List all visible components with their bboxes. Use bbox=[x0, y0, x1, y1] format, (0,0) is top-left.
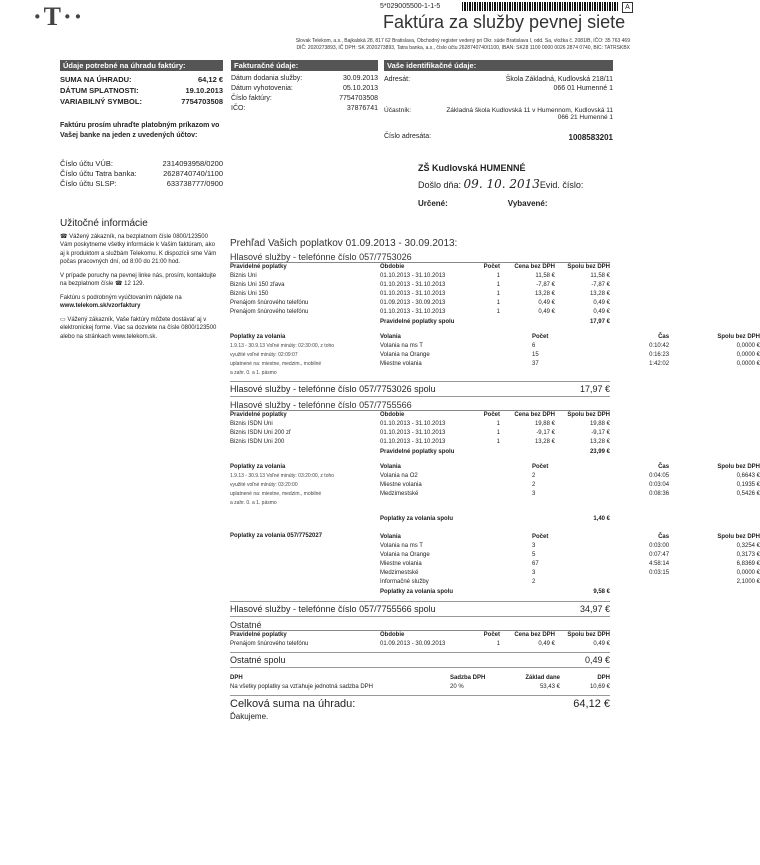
fee-row-cell: 01.09.2013 - 30.09.2013 bbox=[380, 641, 446, 647]
subline-sum bbox=[380, 587, 610, 598]
calls-header bbox=[380, 333, 760, 342]
bank-account-row bbox=[60, 179, 223, 189]
fee-row-cell: 01.10.2013 - 31.10.2013 bbox=[380, 430, 446, 436]
call-row bbox=[380, 472, 760, 481]
invoice-field-label: Dátum vyhotovenia: bbox=[231, 85, 293, 92]
subline-row-cell: 0:03:15 bbox=[649, 570, 670, 576]
account-label: Číslo adresáta: bbox=[384, 133, 432, 140]
call-row-cell: 2 bbox=[532, 473, 536, 479]
fee-row-cell: 1 bbox=[496, 430, 500, 436]
calls-header-cell: Spolu bez DPH bbox=[717, 464, 760, 470]
fee-row-cell: 1 bbox=[496, 309, 500, 315]
invoice-field-label: IČO: bbox=[231, 105, 246, 112]
call-row-cell: 0,0000 € bbox=[736, 361, 760, 367]
calls-sum bbox=[230, 514, 610, 525]
call-row-cell: 0:08:36 bbox=[649, 491, 670, 497]
fee-row-cell: 11,58 € bbox=[590, 273, 610, 279]
payment-row bbox=[60, 85, 223, 96]
fees-sum bbox=[230, 447, 610, 458]
call-row bbox=[380, 481, 760, 490]
note-line: a zahr. 0. a 1. pásmo bbox=[230, 370, 277, 376]
addressee-line1: Škola Základná, Kudlovská 218/11 bbox=[505, 76, 613, 83]
fee-row-cell: Biznis ISDN Uni 200 bbox=[230, 439, 285, 445]
fees-header-cell: Obdobie bbox=[380, 264, 405, 270]
calls-block bbox=[230, 463, 760, 508]
calls-block bbox=[230, 333, 760, 378]
bank-account-value: 2628740740/1100 bbox=[163, 169, 223, 178]
fee-row-cell: -9,17 € bbox=[536, 430, 555, 436]
fee-row-cell: -9,17 € bbox=[591, 430, 610, 436]
thanks: Ďakujeme. bbox=[230, 712, 269, 721]
fee-row-cell: 13,28 € bbox=[589, 291, 610, 297]
call-row-cell: 0:10:42 bbox=[649, 343, 670, 349]
calls-title: Poplatky za volania bbox=[230, 464, 286, 470]
subline-block bbox=[230, 533, 760, 598]
call-row-cell: 0,0000 € bbox=[736, 343, 760, 349]
fee-row-cell: Biznis ISDN Uni bbox=[230, 421, 273, 427]
fees-sum bbox=[230, 317, 610, 328]
addressee-label: Adresát: bbox=[384, 76, 411, 83]
fee-row-cell: 0,49 € bbox=[538, 641, 555, 647]
fee-row-cell: 1 bbox=[496, 421, 500, 427]
subline-row-cell bbox=[578, 578, 669, 587]
company-address: Slovak Telekom, a.s., Bajkalská 28, 817 62 Bratislava, Obchodný register vedený pri Okr. súde Bratislava I, odd. Sa, vložka č. 2081/B, IČO: 35 763 469 DIČ: 2020273893, IČ DPH: SK 2020273893, Tatra banka, a.s., číslo účtu 2628740740/1100, IBAN: SK28 1100 0000 0026 2874 0740, BIC: TATRSKBX bbox=[295, 38, 630, 51]
call-row-cell: 1:42:02 bbox=[649, 361, 670, 367]
charges-overview bbox=[230, 238, 760, 721]
fee-row-cell: 0,49 € bbox=[593, 641, 610, 647]
subline-header bbox=[380, 533, 760, 542]
invoice-field-label: Číslo faktúry: bbox=[231, 95, 272, 102]
fees-header-cell: Cena bez DPH bbox=[514, 264, 555, 270]
subline-row-cell: 67 bbox=[532, 561, 539, 567]
call-row-cell: 0,6643 € bbox=[736, 473, 760, 479]
vat-header-cell: DPH bbox=[597, 675, 610, 681]
fees-header-cell: Počet bbox=[483, 264, 500, 270]
note-line: a zahr. 0. a 1. pásmo bbox=[230, 500, 277, 506]
call-row-cell: 2 bbox=[532, 482, 536, 488]
stamp-done-label: Vybavené: bbox=[507, 199, 548, 208]
section-total-label: Hlasové služby - telefónne číslo 057/7755566 spolu bbox=[230, 604, 436, 614]
call-row bbox=[380, 351, 760, 360]
invoice-section bbox=[231, 60, 378, 114]
note-line: využité voľné minúty: 03:20:00 bbox=[230, 482, 298, 488]
section-total-label: Ostatné spolu bbox=[230, 655, 286, 665]
calls-header-cell: Volania bbox=[380, 334, 401, 340]
fees-sum-label: Pravidelné poplatky spolu bbox=[380, 449, 455, 455]
subline-row-cell: Miestne volania bbox=[380, 561, 422, 567]
call-row-cell: Volania na O2 bbox=[380, 473, 418, 479]
bank-account-row bbox=[60, 169, 223, 179]
note-line: využité voľné minúty: 02:09:07 bbox=[230, 352, 298, 358]
info-p4: ▭ Vážený zákazník, Vaše faktúry môžete dostávať aj v elektronickej forme. Viac sa dozviete na čísle 0800/123500 alebo na stránkach www.telekom.sk. bbox=[60, 316, 217, 340]
invoice-field-row bbox=[231, 104, 378, 114]
payment-label: SUMA NA ÚHRADU: bbox=[60, 75, 132, 84]
document-id: 5*029005500-1-1-5 bbox=[380, 3, 441, 10]
subline-row-cell: 4:58:14 bbox=[649, 561, 670, 567]
fee-row-cell: 1 bbox=[496, 439, 500, 445]
fees-header-cell: Pravidelné poplatky bbox=[230, 264, 287, 270]
fee-row-cell: Biznis Uni 150 zľava bbox=[230, 282, 285, 288]
fees-header-cell: Pravidelné poplatky bbox=[230, 632, 287, 638]
barcode bbox=[462, 2, 618, 11]
call-row-cell: 37 bbox=[532, 361, 539, 367]
subline-row-cell: Medzimestské bbox=[380, 570, 419, 576]
call-row-cell: Volania na Orange bbox=[380, 352, 430, 358]
section-total-label: Hlasové služby - telefónne číslo 057/7753026 spolu bbox=[230, 384, 436, 394]
fee-row-cell: 19,88 € bbox=[589, 421, 610, 427]
invoice-field-row bbox=[231, 84, 378, 94]
vat-row-cell: 53,43 € bbox=[539, 684, 560, 690]
section-title: Hlasové služby - telefónne číslo 057/7753026 bbox=[230, 252, 610, 263]
fees-header bbox=[230, 411, 610, 420]
vat-row-cell: 20 % bbox=[450, 684, 464, 690]
section-total bbox=[230, 652, 610, 668]
call-row bbox=[380, 490, 760, 499]
fees-header bbox=[230, 263, 610, 272]
telekom-logo: ·T·· bbox=[33, 2, 85, 31]
received-stamp bbox=[418, 163, 618, 208]
fees-header-cell: Cena bez DPH bbox=[514, 632, 555, 638]
free-minutes-note bbox=[230, 333, 380, 378]
monitor-icon: ▭ bbox=[60, 316, 68, 323]
fees-sum-label: Pravidelné poplatky spolu bbox=[380, 319, 455, 325]
vat-header-cell: Základ dane bbox=[525, 675, 560, 681]
subline-row-cell: 0,3254 € bbox=[736, 543, 760, 549]
payment-value: 19.10.2013 bbox=[185, 86, 223, 95]
section-total bbox=[230, 601, 610, 617]
fee-row bbox=[230, 438, 610, 447]
vat-row-cell: 10,69 € bbox=[589, 684, 610, 690]
section-total-value: 0,49 € bbox=[584, 655, 610, 665]
vat-header bbox=[230, 674, 610, 683]
subline-row-cell: 0:03:00 bbox=[649, 543, 670, 549]
call-row-cell: 0,1935 € bbox=[736, 482, 760, 488]
vat-header-cell: DPH bbox=[230, 675, 243, 681]
stamp-received-label: Došlo dňa: bbox=[418, 180, 462, 190]
fees-header-cell: Spolu bez DPH bbox=[567, 412, 610, 418]
call-row-cell: 0,5426 € bbox=[736, 491, 760, 497]
fee-row-cell: 11,58 € bbox=[535, 273, 555, 279]
subline-row-cell: 3 bbox=[532, 570, 536, 576]
fee-row-cell: Prenájom šnúrového telefónu bbox=[230, 641, 309, 647]
subline-title: Poplatky za volania 057/7752027 bbox=[230, 533, 323, 539]
subline-row-cell: 0,3173 € bbox=[736, 552, 760, 558]
fee-row bbox=[230, 272, 610, 281]
subline-row-cell: 2,1000 € bbox=[736, 579, 760, 585]
participant-label: Účastník: bbox=[384, 107, 412, 114]
invoice-field-row bbox=[231, 74, 378, 84]
subline-row-cell: Volania na Orange bbox=[380, 552, 430, 558]
ident-bar: Vaše identifikačné údaje: bbox=[384, 60, 613, 71]
fee-row-cell: 0,49 € bbox=[593, 300, 610, 306]
fee-row-cell: 13,28 € bbox=[534, 291, 555, 297]
info-p1: ☎ Vážený zákazník, na bezplatnom čísle 0800/123500 Vám poskytneme všetky informácie k Vašim faktúram, ako aj k produktom a službám Telekomu. K dispozícii sme Vám počas pracovných dní, od 8:00 do 21:00 hod. bbox=[60, 233, 217, 265]
section-title: Hlasové služby - telefónne číslo 057/7755566 bbox=[230, 400, 610, 411]
call-row-cell: Miestne volania bbox=[380, 361, 422, 367]
call-row-cell: 3 bbox=[532, 491, 536, 497]
fee-row-cell: 1 bbox=[496, 273, 500, 279]
calls-header-cell: Spolu bez DPH bbox=[717, 334, 760, 340]
info-p2: V prípade poruchy na pevnej linke nás, prosím, kontaktujte na bezplatnom čísle ☎ 12 129. bbox=[60, 272, 217, 287]
stamp-assigned-label: Určené: bbox=[418, 199, 448, 208]
note-line: uplatnené na: miestne, medzim., mobilné bbox=[230, 491, 322, 497]
call-row-cell: 0:03:04 bbox=[649, 482, 670, 488]
stamp-school: ZŠ Kudlovská HUMENNÉ bbox=[418, 163, 526, 173]
section-total-value: 17,97 € bbox=[579, 384, 610, 394]
call-row-cell: 6 bbox=[532, 343, 536, 349]
payment-row bbox=[60, 96, 223, 107]
fees-header bbox=[230, 631, 610, 640]
subline-row-cell: 3 bbox=[532, 543, 536, 549]
call-row bbox=[380, 360, 760, 369]
fee-row-cell: 1 bbox=[496, 300, 500, 306]
vat-row-cell: Na všetky poplatky sa vzťahuje jednotná sadzba DPH bbox=[230, 684, 373, 690]
payment-label: DÁTUM SPLATNOSTI: bbox=[60, 86, 139, 95]
payment-label: VARIABILNÝ SYMBOL: bbox=[60, 97, 142, 106]
addressee-line2: 066 01 Humenné 1 bbox=[553, 85, 613, 92]
call-row-cell: Volania na ms T bbox=[380, 343, 423, 349]
fee-row-cell: -7,87 € bbox=[536, 282, 555, 288]
call-row-cell: 0:16:23 bbox=[649, 352, 670, 358]
call-row bbox=[380, 342, 760, 351]
participant-line2: 066 21 Humenné 1 bbox=[557, 114, 613, 121]
fees-sum-value: 23,99 € bbox=[589, 449, 610, 455]
fee-row-cell: Prenájom šnúrového telefónu bbox=[230, 309, 309, 315]
calls-header-cell: Čas bbox=[658, 334, 670, 340]
invoice-field-value: 7754703508 bbox=[339, 95, 378, 102]
subline-row-cell: 0:07:47 bbox=[649, 552, 670, 558]
invoice-field-label: Dátum dodania služby: bbox=[231, 75, 303, 82]
stamp-received-date: 09. 10. 2013 bbox=[463, 177, 540, 191]
fee-row-cell: 01.09.2013 - 30.09.2013 bbox=[380, 300, 446, 306]
fee-row-cell: 1 bbox=[496, 641, 500, 647]
subline-header-cell: Počet bbox=[532, 534, 549, 540]
calls-sum-label: Poplatky za volania spolu bbox=[380, 516, 454, 522]
calls-header-cell: Počet bbox=[532, 464, 549, 470]
subline-sum-value: 9,58 € bbox=[593, 589, 610, 595]
fees-header-cell: Počet bbox=[483, 412, 500, 418]
subline-row bbox=[380, 560, 760, 569]
subline-row bbox=[380, 551, 760, 560]
fee-row-cell: 01.10.2013 - 31.10.2013 bbox=[380, 439, 446, 445]
fee-row-cell: 19,88 € bbox=[534, 421, 555, 427]
ident-section bbox=[384, 60, 613, 142]
fee-row-cell: -7,87 € bbox=[591, 282, 610, 288]
bank-account-row bbox=[60, 159, 223, 169]
bank-account-label: Číslo účtu VÚB: bbox=[60, 159, 113, 168]
subline-row bbox=[380, 569, 760, 578]
subline-row-cell: 6,8369 € bbox=[736, 561, 760, 567]
note-line: 1.9.13 - 30.9.13 Voľné minúty: 03:20:00, z toho bbox=[230, 473, 335, 479]
info-p3: Faktúru s podrobným vyúčtovaním nájdete na bbox=[60, 294, 182, 301]
fee-row-cell: 13,28 € bbox=[534, 439, 555, 445]
subline-row bbox=[380, 578, 760, 587]
payment-note: Faktúru prosím uhraďte platobným príkazom vo Vašej banke na jeden z uvedených účtov: bbox=[60, 122, 220, 139]
copy-mark: A bbox=[622, 2, 633, 13]
overview-title: Prehľad Vašich poplatkov 01.09.2013 - 30.09.2013: bbox=[230, 238, 458, 249]
calls-sum-value: 1,40 € bbox=[593, 516, 610, 522]
invoice-bar: Fakturačné údaje: bbox=[231, 60, 378, 71]
fee-row-cell: 13,28 € bbox=[589, 439, 610, 445]
fee-row-cell: 01.10.2013 - 31.10.2013 bbox=[380, 421, 446, 427]
fees-header-cell: Počet bbox=[483, 632, 500, 638]
subline-header-cell: Volania bbox=[380, 534, 401, 540]
invoice-field-value: 05.10.2013 bbox=[342, 85, 378, 92]
fee-row-cell: 01.10.2013 - 31.10.2013 bbox=[380, 291, 446, 297]
fee-row bbox=[230, 281, 610, 290]
subline-row-cell: 0,0000 € bbox=[736, 570, 760, 576]
fees-header-cell: Pravidelné poplatky bbox=[230, 412, 287, 418]
subline-row-cell: Volania na ms T bbox=[380, 543, 423, 549]
call-row-cell: 0:04:05 bbox=[649, 473, 670, 479]
calls-title: Poplatky za volania bbox=[230, 334, 286, 340]
calls-header-cell: Čas bbox=[658, 464, 670, 470]
grand-total-value: 64,12 € bbox=[573, 698, 610, 710]
bank-account-label: Číslo účtu Tatra banka: bbox=[60, 169, 137, 178]
fee-row bbox=[230, 429, 610, 438]
fee-row-cell: 0,49 € bbox=[538, 300, 555, 306]
free-minutes-note bbox=[230, 463, 380, 508]
fee-row-cell: 01.10.2013 - 31.10.2013 bbox=[380, 273, 446, 279]
fee-row-cell: 1 bbox=[496, 291, 500, 297]
fee-row-cell: Biznis Uni bbox=[230, 273, 257, 279]
fees-header-cell: Spolu bez DPH bbox=[567, 632, 610, 638]
fee-row-cell: Biznis ISDN Uni 200 zľ bbox=[230, 430, 291, 436]
fee-row-cell: 0,49 € bbox=[538, 309, 555, 315]
section-total bbox=[230, 381, 610, 397]
fees-header-cell: Spolu bez DPH bbox=[567, 264, 610, 270]
fee-row bbox=[230, 640, 610, 649]
fee-row bbox=[230, 299, 610, 308]
fee-row bbox=[230, 290, 610, 299]
fee-row-cell: 0,49 € bbox=[593, 309, 610, 315]
fees-sum-value: 17,97 € bbox=[589, 319, 610, 325]
invoice-title: Faktúra za služby pevnej siete bbox=[383, 12, 626, 32]
grand-total-label: Celková suma na úhradu: bbox=[230, 698, 356, 710]
fee-row bbox=[230, 308, 610, 317]
account-value: 1008583201 bbox=[568, 133, 613, 142]
payment-bar: Údaje potrebné na úhradu faktúry: bbox=[60, 60, 223, 71]
subline-row bbox=[380, 542, 760, 551]
vat-row bbox=[230, 683, 610, 692]
fee-row-cell: 01.10.2013 - 31.10.2013 bbox=[380, 282, 446, 288]
note-line: uplatnené na: miestne, medzim., mobilné bbox=[230, 361, 322, 367]
fee-row bbox=[230, 420, 610, 429]
invoice-field-row bbox=[231, 94, 378, 104]
vat-header-cell: Sadzba DPH bbox=[450, 675, 486, 681]
payment-section bbox=[60, 60, 223, 189]
stamp-evid-label: Evid. číslo: bbox=[539, 180, 584, 190]
subline-row-cell: 5 bbox=[532, 552, 536, 558]
info-link[interactable]: www.telekom.sk/vzorfaktury bbox=[60, 303, 141, 309]
subline-table bbox=[380, 533, 760, 598]
calls-header-cell: Volania bbox=[380, 464, 401, 470]
section-total-value: 34,97 € bbox=[579, 604, 610, 614]
fee-row-cell: 01.10.2013 - 31.10.2013 bbox=[380, 309, 446, 315]
call-row-cell: 15 bbox=[532, 352, 539, 358]
call-row-cell: Miestne volania bbox=[380, 482, 422, 488]
subline-header-cell: Čas bbox=[658, 534, 670, 540]
fee-row-cell: Biznis Uni 150 bbox=[230, 291, 269, 297]
invoice-field-value: 30.09.2013 bbox=[342, 75, 378, 82]
fee-row-cell: Prenájom šnúrového telefónu bbox=[230, 300, 309, 306]
calls-table bbox=[380, 333, 760, 378]
section-title: Ostatné bbox=[230, 620, 610, 631]
subline-header-cell: Spolu bez DPH bbox=[717, 534, 760, 540]
note-line: 1.9.13 - 30.9.13 Voľné minúty: 02:30:00, z toho bbox=[230, 343, 335, 349]
bank-account-value: 2314093958/0200 bbox=[162, 159, 223, 168]
payment-value: 7754703508 bbox=[181, 97, 223, 106]
subline-sum-label: Poplatky za volania spolu bbox=[380, 589, 454, 595]
call-row-cell: 0,0000 € bbox=[736, 352, 760, 358]
fees-header-cell: Cena bez DPH bbox=[514, 412, 555, 418]
call-row-cell: Medzimestské bbox=[380, 491, 419, 497]
fee-row-cell: 1 bbox=[496, 282, 500, 288]
payment-value: 64,12 € bbox=[197, 75, 223, 84]
info-title: Užitočné informácie bbox=[60, 218, 148, 229]
phone-icon: ☎ bbox=[60, 233, 70, 240]
grand-total bbox=[230, 695, 610, 712]
payment-row bbox=[60, 74, 223, 85]
subline-row-cell: 2 bbox=[532, 579, 536, 585]
calls-header-cell: Počet bbox=[532, 334, 549, 340]
subline-row-cell: Informačné služby bbox=[380, 579, 429, 585]
bank-account-label: Číslo účtu SLSP: bbox=[60, 179, 117, 188]
calls-table bbox=[380, 463, 760, 508]
fees-header-cell: Obdobie bbox=[380, 632, 405, 638]
fees-header-cell: Obdobie bbox=[380, 412, 405, 418]
bank-account-value: 633738777/0900 bbox=[166, 179, 223, 188]
useful-info bbox=[60, 220, 220, 341]
invoice-field-value: 37876741 bbox=[346, 105, 378, 112]
participant-line1: Základná škola Kudlovská 11 v Humennom, Kudlovská 11 bbox=[446, 107, 613, 114]
calls-header bbox=[380, 463, 760, 472]
